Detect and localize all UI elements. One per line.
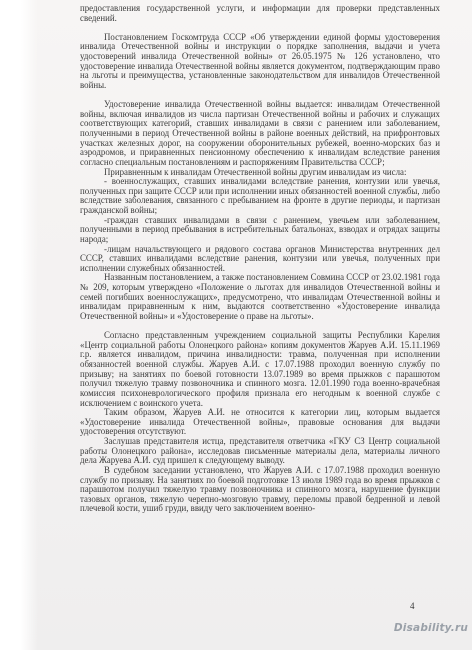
paragraph-intro-fragment: предоставления государственной услуги, и информации для проверки представленных сведений. [80, 3, 440, 23]
site-watermark: Disability.ru [393, 622, 468, 634]
paragraph-sovmin-resolution: Названным постановлением, а также постановлением Совмина СССР от 23.02.1981 года № 209, которым утверждено «Положение о льготах для инвалидов Отечественной войны и семей погибших военнослужащих», предусмотрено, что инвалидам Отечественной войны и инвалидам приравненным к ним, выдаются соответственно «Удостоверение инвалида Отечественной войны» и «Удостоверение о праве на льготы». [80, 272, 440, 321]
paragraph-issuance-conditions: Удостоверение инвалида Отечественной войны выдается: инвалидам Отечественной войны, включая инвалидов из числа партизан Отечественной войны и рабочих и служащих соответствующих категорий, ставших инвалидами в связи с ранением или заболеванием, полученными в период Отечественной войны в районе военных действий, на прифронтовых участках железных дорог, на сооружении оборонительных рубежей, военно-морских баз и аэродромов, и приравненных пенсионному обеспечению к инвалидам вследствие ранения согласно специальным постановлениям и распоряжениям Правительства СССР; [80, 99, 440, 167]
paragraph-case-facts: Согласно представленным учреждением социальной защиты Республики Карелия «Центр социальной работы Олонецкого района» копиям документов Жаруев А.И. 15.11.1969 г.р. является инвалидом, причина инвалидности: травма, полученная при исполнении обязанностей военной службы. Жаруев А.И. с 17.07.1988 проходил военную службу по призыву; на занятиях по боевой готовности 13.07.1989 во время прыжков с парашютом получил тяжелую травму позвоночника и спинного мозга. 12.01.1990 года военно-врачебная комиссия психоневрологического профиля признала его негодным к военной службе с исключением с воинского учета. [80, 330, 440, 408]
paragraph-list-citizens: -граждан ставших инвалидами в связи с ранением, увечьем или заболеванием, полученными в период пребывания в истребительных батальонах, взводах и отрядах защиты народа; [80, 214, 440, 244]
paragraph-list-servicemen: - военнослужащих, ставших инвалидами вследствие ранения, контузии или увечья, полученных при защите СССР или при исполнении иных обязанностей военной службы, либо вследствие заболевания, связанного с пребыванием на фронте в другие периоды, и партизан гражданской войны; [80, 176, 440, 216]
paragraph-list-mvd-staff: -лицам начальствующего и рядового состава органов Министерства внутренних дел СССР, ставших инвалидами вследствие ранения, контузии или увечья, полученных при исполнении служебных обязанностей. [80, 243, 440, 273]
paragraph-equated-categories: Приравненным к инвалидам Отечественной войны другим инвалидам из числа: [104, 166, 407, 177]
page-edge-shadow [0, 0, 38, 650]
page-number: 4 [410, 601, 415, 611]
paragraph-court-findings: В судебном заседании установлено, что Жаруев А.И. с 17.07.1988 проходил военную службу по призыву. На занятиях по боевой подготовке 13 июля 1989 года во время прыжков с парашютом получил тяжелую травму позвоночника и спинного мозга, нарушение функции тазовых органов, тяжелую черепно-мозговую травму, переломы правой бедренной и левой плечевой кости, ушиб груди, ввиду чего заключением военно- [80, 464, 440, 514]
paragraph-goskomtrud-resolution: Постановлением Госкомтруда СССР «Об утверждении единой формы удостоверения инвалида Отечественной войны и инструкции о порядке заполнения, выдачи и учета удостоверений инвалида Отечественной войны» от 26.05.1975 № 126 установлено, что удостоверение инвалида Отечественной войны является документом, подтверждающим право на льготы и преимущества, установленные законодательством для инвалидов Отечественной войны. [80, 31, 440, 90]
document-body [80, 4, 440, 514]
paragraph-conclusion: Таким образом, Жаруев А.И. не относится к категории лиц, которым выдается «Удостоверение инвалида Отечественной войны», правовые основания для выдачи удостоверения отсутствуют. [80, 407, 440, 437]
paragraph-hearing: Заслушав представителя истца, представителя ответчика «ГКУ СЗ Центр социальной работы Олонецкого района», исследовав письменные материалы дела, материалы личного дела Жаруева А.И. суд пришел к следующему выводу. [80, 436, 440, 466]
